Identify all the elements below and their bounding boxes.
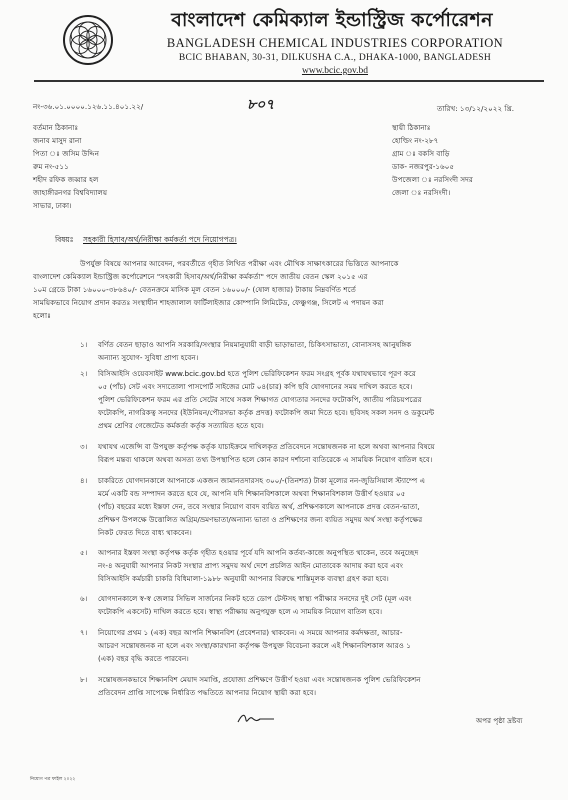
condition-number: ৮। bbox=[80, 675, 88, 684]
condition-line: ফটোকপি, নাগরিকত্ব সনদের (ইউনিয়ন/পৌরসভা কর্তৃক প্রদত্ত) ফটোকপি জমা দিতে হবে। ছবিসহ সকল সনদ ও ডকুমেন্ট bbox=[98, 408, 435, 417]
condition-line: যথাযথ এজেন্সি বা উপযুক্ত কর্তৃপক্ষ কর্তৃক যাচাইক্রমে দাখিলকৃত প্রতিবেদনে সন্তোষজনক না হলে অথবা আপনার বিষয়ে bbox=[98, 442, 435, 451]
intro-line: ১০ম গ্রেডে টাকা ১৬০০০-৩৮৬৪০/- বেতনক্রমে মাসিক মূল বেতন ১৬০০০/- (ষোল হাজার) টাকায় নিম্নবর্ণিত শর্তে bbox=[33, 285, 356, 294]
condition-line: বর্ণিত বেতন ছাড়াও আপনি সরকারি/সংস্থার নিয়মানুযায়ী বাড়ী ভাড়াভাতা, চিকিৎসাভাতা, বোনাসসহ আনুষঙ্গিক bbox=[98, 340, 412, 349]
subject-label: বিষয়ঃ bbox=[55, 235, 74, 244]
permanent-address-line: উপজেলা ঃ নরসিংদী সদর bbox=[392, 175, 473, 184]
condition-line: বিরূপ মন্তব্য থাকলে অথবা অসত্য তথ্য উপস্থাপিত হলে কোন কারণ দর্শানো ব্যতিরেকে এ সাময়িক নিয়োগ বাতিল হবে। bbox=[98, 455, 433, 464]
condition-line: মর্মে একটি বন্ড সম্পাদন করতে হবে যে, আপনি যদি শিক্ষানবিশকালে অথবা শিক্ষানবিশকাল উত্তীর্ণ হওয়ার ০৫ bbox=[98, 489, 406, 498]
condition-line: ফটোকপি একসেট) দাখিল করতে হবে। স্বাস্থ্য পরীক্ষায় অনুপযুক্ত হলে এ সাময়িক নিয়োগ বাতিল হবে। bbox=[98, 607, 383, 616]
permanent-address-line: স্থায়ী ঠিকানাঃ bbox=[392, 123, 431, 132]
org-name-bangla: বাংলাদেশ কেমিক্যাল ইন্ডাস্ট্রিজ কর্পোরেশন bbox=[171, 9, 493, 31]
present-address-line: বর্তমান ঠিকানাঃ bbox=[33, 123, 79, 132]
condition-number: ৬। bbox=[80, 594, 88, 603]
subject-text: সহকারী হিসাব/অর্থ/নিরীক্ষা কর্মকর্তা পদে নিয়োগপত্র। bbox=[83, 235, 237, 244]
letter-date: তারিখ: ১৩/১২/২০২২ খ্রি. bbox=[437, 104, 515, 113]
present-address-line: পিতা ঃ জসিম উদ্দিন bbox=[33, 149, 100, 158]
org-name-english: BANGLADESH CHEMICAL INDUSTRIES CORPORATION bbox=[166, 36, 504, 50]
condition-line: প্রথম শ্রেণির গেজেটেড কর্মকর্তা কর্তৃক সত্যায়িত হতে হবে। bbox=[98, 421, 264, 430]
present-address-line: রুম নং-৫১১ bbox=[33, 162, 69, 171]
condition-line: প্রতিবেদন প্রাপ্তি সাপেক্ষে নির্ধারিত পদ্ধতিতে আপনার নিয়োগ স্থায়ী করা হবে। bbox=[98, 688, 317, 697]
present-address-line: সাভার, ঢাকা। bbox=[33, 201, 72, 210]
intro-line: হলোঃ bbox=[33, 311, 51, 320]
condition-number: ৭। bbox=[80, 628, 88, 637]
condition-line: বিসিআইসি কর্মচারী চাকরি বিধিমালা-১৯৮৮ অনুযায়ী আপনার বিরুদ্ধে শাস্তিমূলক ব্যবস্থা গ্রহণ করা হবে। bbox=[98, 574, 389, 583]
present-address-line: জাহাঙ্গীরনগর বিশ্ববিদ্যালয় bbox=[33, 188, 108, 197]
condition-number: ৫। bbox=[80, 548, 88, 557]
subject-line bbox=[55, 235, 237, 247]
signature-mark bbox=[236, 710, 276, 726]
condition-line: নিকট ফেরত দিতে বাধ্য থাকবেন। bbox=[98, 528, 192, 537]
condition-line: নং-৪ অনুযায়ী আপনার নিকট সংস্থার প্রাপ্য সমুদয় অর্থ দেশে প্রচলিত আইন মোতাবেক আদায় করা হবে এবং bbox=[98, 561, 403, 570]
bcic-logo-icon bbox=[62, 14, 114, 66]
condition-line: ০৫ (পাঁচ) সেট এবং সদ্যতোলা পাসপোর্ট সাইজের মোট ০৪(চার) কপি ছবি যোগদানের সময় দাখিল করতে হবে। bbox=[98, 382, 413, 391]
condition-line: পুলিশ ভেরিফিকেশন ফরম এর প্রতি সেটের সাথে সকল শিক্ষাগত যোগ্যতার সনদের ফটোকপি, জাতীয় পরিচয়পত্রের bbox=[98, 395, 422, 404]
condition-line: অন্যান্য সুযোগ- সুবিধা প্রাপ্য হবেন। bbox=[98, 353, 199, 362]
present-address-line: শহীদ রফিক জব্বার হল bbox=[33, 175, 99, 184]
condition-number: ৪। bbox=[80, 476, 88, 485]
permanent-address-line: হোল্ডিং নং-২৮৭ bbox=[392, 136, 439, 145]
intro-line: উপর্যুক্ত বিষয়ে আপনার আবেদন, পরবর্তীতে গৃহীত লিখিত পরীক্ষা এবং মৌখিক সাক্ষাৎকারের ভিত্তিতে আপনাকে bbox=[80, 259, 399, 268]
condition-line: (পাঁচ) বছরের মধ্যে ইস্তফা দেন, তবে সংস্থার নিয়োগ বাবদ ব্যয়িত অর্থ, প্রশিক্ষণকালে আপনাকে প্রদত্ত বেতন-ভাতা, bbox=[98, 502, 420, 511]
handwritten-memo-number: ৮০৭ bbox=[247, 97, 275, 113]
condition-line: নিয়োগের প্রথম ১ (এক) বছর আপনি শিক্ষানবিশ (প্রবেশনার) থাকবেন। এ সময়ে আপনার কর্মদক্ষতা, আচার- bbox=[98, 628, 403, 637]
reference-number: নং-৩৬.০১.০০০০.১২৬.১১.৪০১.২২/ bbox=[33, 102, 144, 111]
file-footnote: নিয়োগ পত্র ফাইল ২০২২ bbox=[30, 777, 76, 782]
condition-line: সন্তোষজনকভাবে শিক্ষানবিশ মেয়াদ সমাপ্তি, প্রযোজ্য প্রশিক্ষণে উত্তীর্ণ হওয়া এবং সন্তোষজনক পুলিশ ভেরিফিকেশন bbox=[98, 675, 421, 684]
condition-line: যোগদানকালে স্ব-স্ব জেলার সিভিল সার্জনের নিকট হতে ডোপ টেস্টসহ স্বাস্থ্য পরীক্ষার সনদের দুই সেট (মূল এবং bbox=[98, 594, 412, 603]
condition-number: ২। bbox=[80, 369, 88, 378]
letterhead-divider bbox=[34, 80, 544, 82]
org-website-link[interactable]: www.bcic.gov.bd bbox=[301, 66, 369, 76]
condition-line: বিসিআইসি ওয়েবসাইট www.bcic.gov.bd হতে পুলিশ ভেরিফিকেশন ফরম সংগ্রহ পূর্বক যথাযথভাবে পূরণ করে bbox=[98, 369, 416, 378]
condition-line: আচরণ সন্তোষজনক না হলে এবং সংস্থা/কারখানা কর্তৃপক্ষ উপযুক্ত বিবেচনা করলে এই শিক্ষানবিশকাল আরও ১ bbox=[98, 641, 411, 650]
condition-line: চাকরিতে যোগদানকালে আপনাকে একজন জামানতদারসহ ৩০০/-(তিনশত) টাকা মূল্যের নন-জুডিসিয়াল স্ট্যাম্পে এ bbox=[98, 476, 426, 485]
condition-line: আপনার ইস্তফা সংস্থা কর্তৃপক্ষ কর্তৃক গৃহীত হওয়ার পূর্বে যদি আপনি কর্তব্য-কাজে অনুপস্থিত থাকেন, তবে অনুচ্ছেদ bbox=[98, 548, 419, 557]
please-turn-over-note: অপর পৃষ্ঠা দ্রষ্টব্য bbox=[476, 716, 523, 725]
condition-line: প্রশিক্ষণ উপলক্ষে উত্তোলিত অগ্রিম/ভ্রমণভাতা/অন্যান্য ভাতা ও প্রশিক্ষণের জন্য ব্যয়িত সমুদয় অর্থ সংস্থা কর্তৃপক্ষের bbox=[98, 515, 423, 524]
letterhead bbox=[0, 0, 568, 82]
condition-number: ৩। bbox=[80, 442, 88, 451]
permanent-address-line: জেলা ঃ নরসিংদী। bbox=[392, 188, 451, 197]
permanent-address-line: গ্রাম ঃ বকসি বাড়ি bbox=[392, 149, 450, 158]
condition-line: (এক) বছর বৃদ্ধি করতে পারবেন। bbox=[98, 654, 189, 663]
present-address-line: জনাব মাসুদ রানা bbox=[33, 136, 82, 145]
condition-number: ১। bbox=[80, 340, 88, 349]
intro-line: বাংলাদেশ কেমিক্যাল ইন্ডাস্ট্রিজ কর্পোরেশনে "সহকারী হিসাব/অর্থ/নিরীক্ষা কর্মকর্তা" পদে জাতীয় বেতন স্কেল ২০১৫ এর bbox=[33, 272, 368, 281]
permanent-address-line: ডাক- নজরপুর-১৬০৫ bbox=[392, 162, 455, 171]
org-address: BCIC BHABAN, 30-31, DILKUSHA C.A., DHAKA-1000, BANGLADESH bbox=[178, 53, 492, 63]
intro-line: সাময়িকভাবে নিয়োগ প্রদান করতঃ সংস্থাধীন শাহজালাল ফার্টিলাইজার কোম্পানি লিমিটেড, ফেঞ্চুগঞ্জ, সিলেট এ পদায়ন করা bbox=[33, 298, 384, 307]
